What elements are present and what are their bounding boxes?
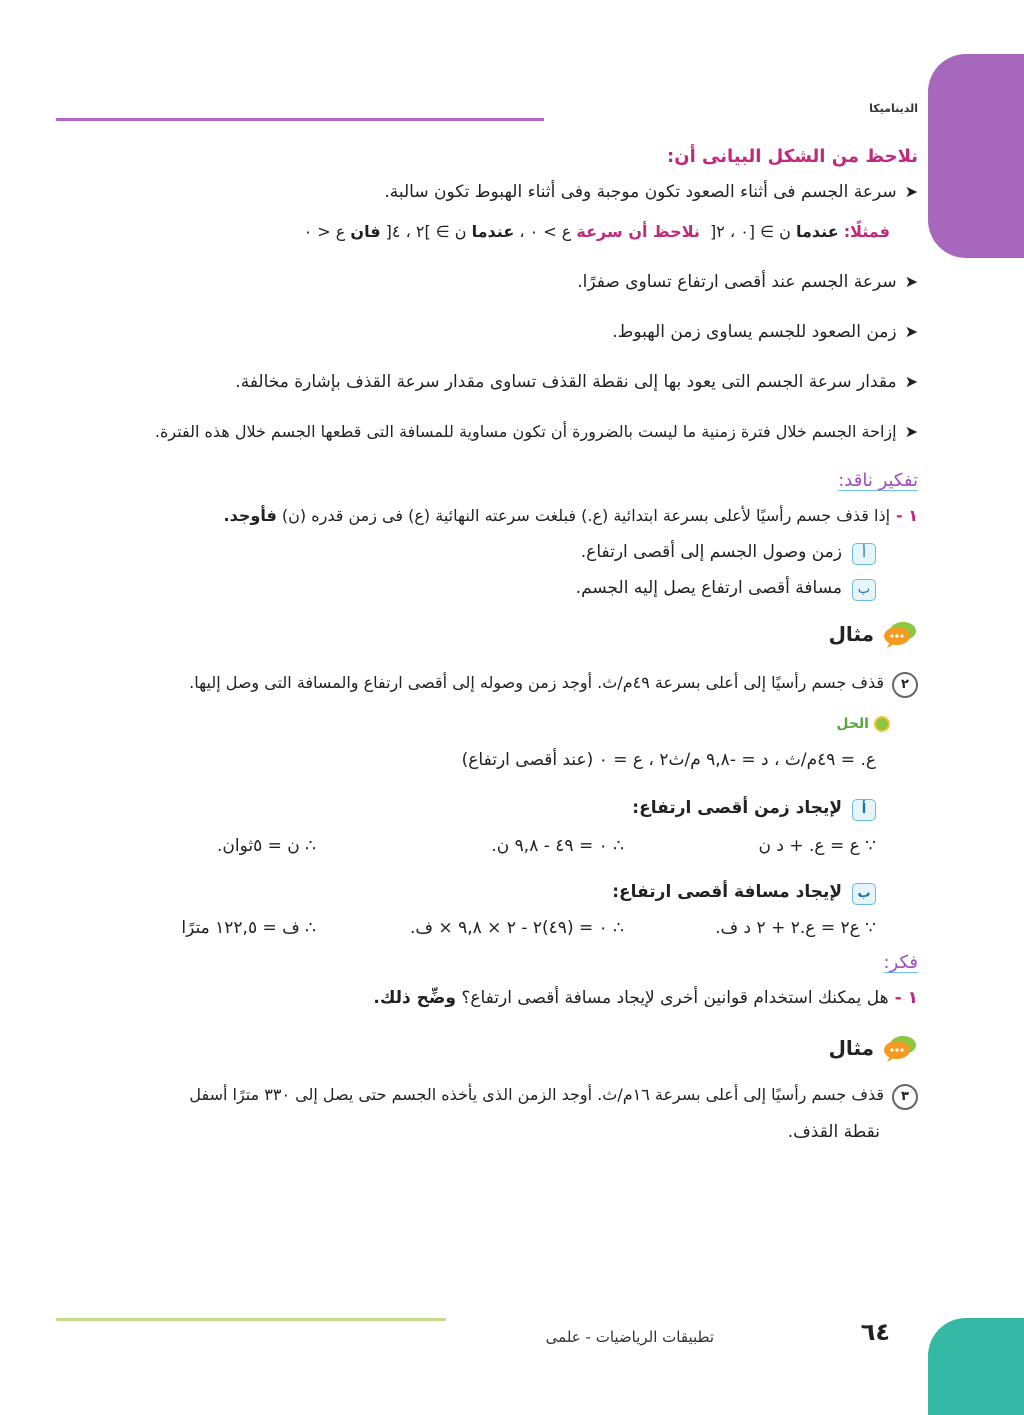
arrowhead-bullet-icon: ➤ <box>904 322 918 341</box>
arrowhead-bullet-icon: ➤ <box>904 372 918 391</box>
critical-part-a: أزمن وصول الجسم إلى أقصى ارتفاع. <box>581 542 876 565</box>
example-3-heading: مثال <box>829 1034 918 1062</box>
observations-heading: نلاحظ من الشكل البيانى أن: <box>667 146 918 167</box>
observation-2: ➤سرعة الجسم عند أقصى ارتفاع تساوى صفرًا. <box>577 272 918 292</box>
arrowhead-bullet-icon: ➤ <box>904 182 918 201</box>
chapter-tab <box>928 54 1024 258</box>
critical-part-b: بمسافة أقصى ارتفاع يصل إليه الجسم. <box>576 578 876 601</box>
book-title: تطبيقات الرياضيات - علمى <box>545 1328 714 1346</box>
observation-5: ➤إزاحة الجسم خلال فترة زمنية ما ليست بالضرورة أن تكون مساوية للمسافة التى قطعها الجسم خلال هذه الفترة. <box>154 422 918 441</box>
part-a-eq2: ∴ ٠ = ٤٩ - ٩,٨ ن. <box>491 836 624 856</box>
footer-rule <box>56 1318 446 1321</box>
example-3-question: ٣قذف جسم رأسيًا إلى أعلى بسرعة ١٦م/ث. أوجد الزمن الذى يأخذه الجسم حتى يصل إلى ٣٣٠ مترًا أسفل <box>189 1084 918 1110</box>
unit-title: الديناميكا <box>869 102 918 115</box>
example-2-given: ع. = ٤٩م/ث ، د = -٩,٨ م/ث٢ ، ع = ٠ (عند أقصى ارتفاع) <box>461 750 876 770</box>
observation-1: ➤سرعة الجسم فى أثناء الصعود تكون موجبة وفى أثناء الهبوط تكون سالبة. <box>384 182 918 202</box>
part-b-eq1: ∵ ع٢ = ع.٢ + ٢ د ف. <box>715 918 876 938</box>
part-a-eq3: ∴ ن = ٥ثوان. <box>216 836 316 856</box>
part-b-badge: ب <box>852 579 876 601</box>
part-a-title: ألإيجاد زمن أقصى ارتفاع: <box>632 798 876 821</box>
critical-question: ١ -إذا قذف جسم رأسيًا لأعلى بسرعة ابتدائية (ع.) فبلغت سرعته النهائية (ع) فى زمن قدره (ن) فأوجد. <box>223 506 918 525</box>
observation-example: فمثلًا: عندما ن ∋ [٠ ، ٢[ نلاحظ أن سرعة ع > ٠ ، عندما ن ∋ ]٢ ، ٤[ فان ع < ٠ <box>303 222 890 241</box>
page-tab <box>928 1318 1024 1415</box>
part-b-badge: ب <box>852 883 876 905</box>
page-number: ٦٤ <box>860 1318 890 1346</box>
part-a-eq1: ∵ ع = ع. + د ن <box>758 836 876 856</box>
part-a-badge: أ <box>852 543 876 565</box>
example-3-question-cont: نقطة القذف. <box>787 1122 880 1142</box>
example-2-number: ٢ <box>892 672 918 698</box>
solution-label: الحل <box>836 716 890 732</box>
part-b-eq3: ∴ ف = ١٢٢,٥ مترًا <box>181 918 316 938</box>
think-title: فكر: <box>883 952 918 973</box>
observation-4: ➤مقدار سرعة الجسم التى يعود بها إلى نقطة القذف تساوى مقدار سرعة القذف بإشارة مخالفة. <box>235 372 918 392</box>
observation-3: ➤زمن الصعود للجسم يساوى زمن الهبوط. <box>612 322 918 342</box>
example-3-number: ٣ <box>892 1084 918 1110</box>
example-2-heading: مثال <box>829 620 918 648</box>
speech-bubble-icon <box>882 1034 918 1062</box>
think-question: ١ -هل يمكنك استخدام قوانين أخرى لإيجاد مسافة أقصى ارتفاع؟ وضِّح ذلك. <box>373 988 918 1008</box>
part-b-eq2: ∴ ٠ = (٤٩)٢ - ٢ × ٩,٨ × ف. <box>409 918 624 938</box>
arrowhead-bullet-icon: ➤ <box>904 272 918 291</box>
arrowhead-bullet-icon: ➤ <box>904 422 918 441</box>
green-dot-icon <box>874 716 890 732</box>
header-rule <box>56 118 544 121</box>
part-a-badge: أ <box>852 799 876 821</box>
critical-thinking-title: تفكير ناقد: <box>838 470 918 491</box>
part-b-title: بلإيجاد مسافة أقصى ارتفاع: <box>612 882 876 905</box>
speech-bubble-icon <box>882 620 918 648</box>
example-2-question: ٢قذف جسم رأسيًا إلى أعلى بسرعة ٤٩م/ث. أوجد زمن وصوله إلى أقصى ارتفاع والمسافة التى وصل إليها. <box>189 672 918 698</box>
